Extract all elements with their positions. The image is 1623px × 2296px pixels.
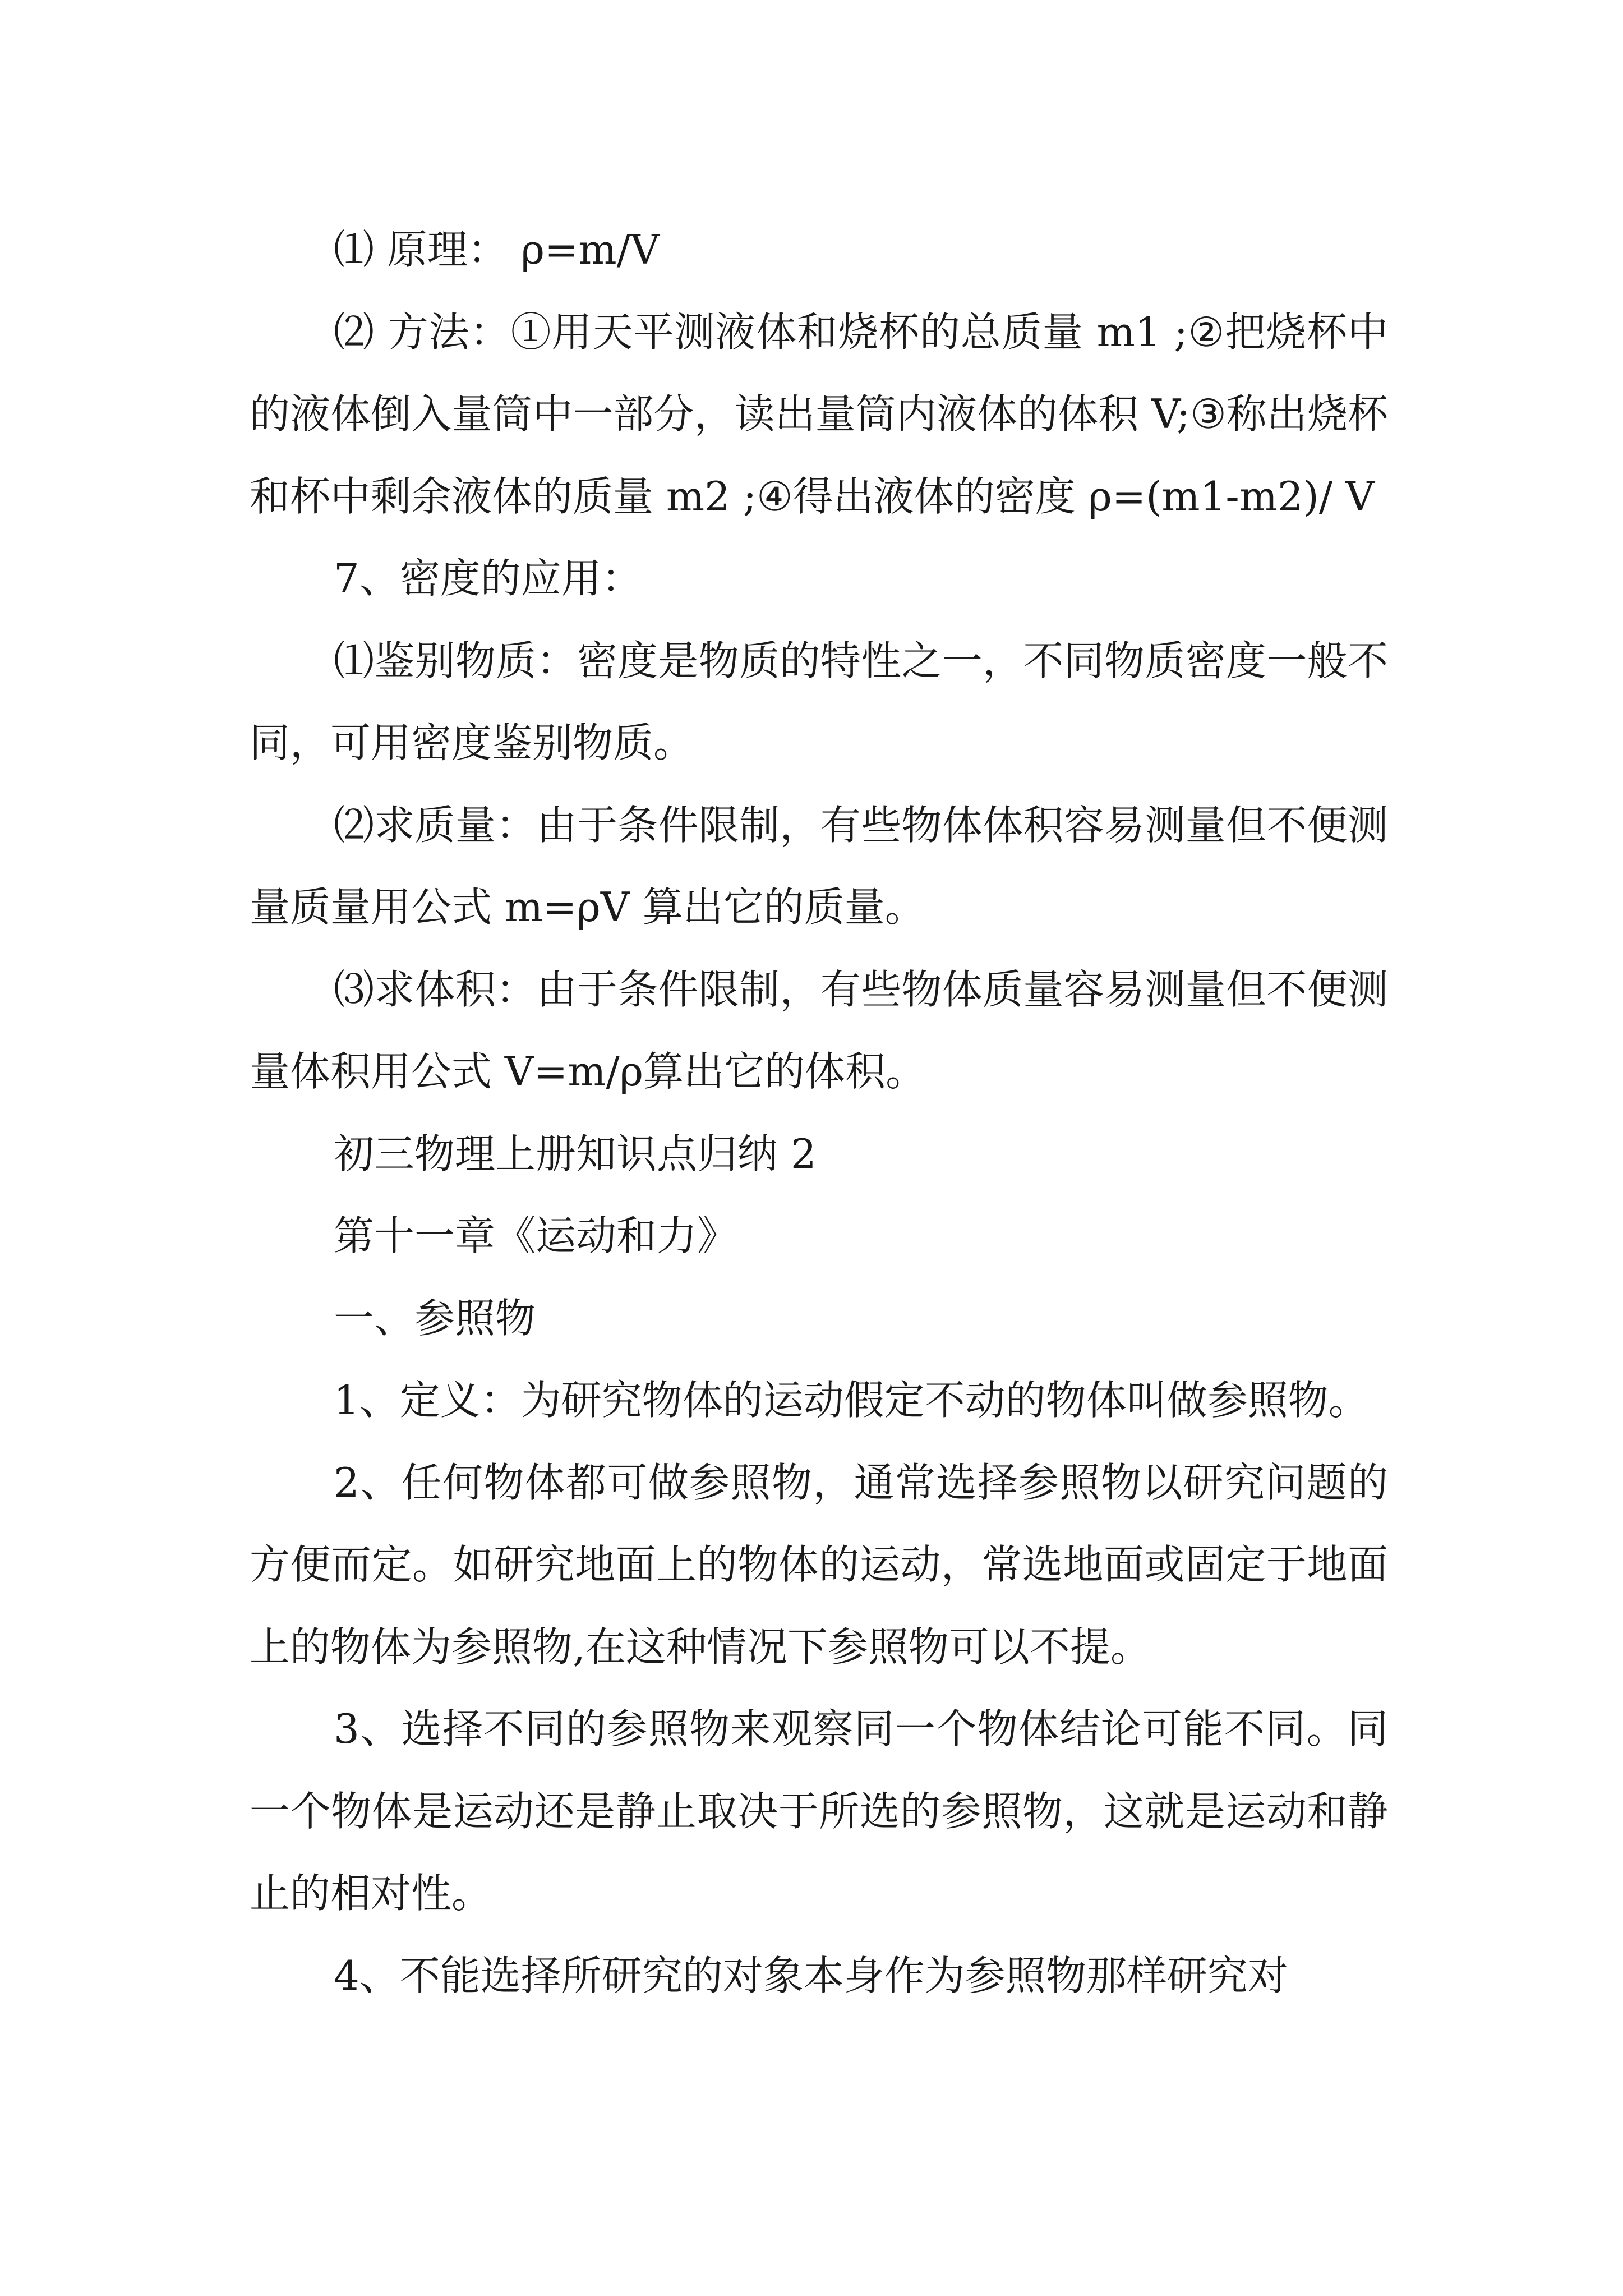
paragraph-principle: ⑴ 原理： ρ=m/V (334, 226, 660, 273)
paragraph-find-volume: ⑶求体积：由于条件限制，有些物体质量容易测量但不便测量体积用公式 V=m/ρ算出它的体积。 (250, 965, 1388, 1095)
paragraph-find-mass: ⑵求质量：由于条件限制，有些物体体积容易测量但不便测量质量用公式 m=ρV 算出它的质量。 (250, 801, 1388, 931)
document-body (250, 209, 1388, 2017)
paragraph-reference-heading: 一、参照物 (334, 1294, 536, 1342)
paragraph-definition: 1、定义：为研究物体的运动假定不动的物体叫做参照物。 (334, 1377, 1369, 1424)
paragraph-method: ⑵ 方法：①用天平测液体和烧杯的总质量 m1 ;②把烧杯中的液体倒入量筒中一部分，读出量筒内液体的体积 V;③称出烧杯和杯中剩余液体的质量 m2 ;④得出液体的密度 ρ=(m1-m2)/ V (250, 308, 1388, 520)
paragraph-section-title: 初三物理上册知识点归纳 2 (334, 1130, 817, 1177)
paragraph-any-object: 2、任何物体都可做参照物，通常选择参照物以研究问题的方便而定。如研究地面上的物体的运动，常选地面或固定于地面上的物体为参照物,在这种情况下参照物可以不提。 (250, 1458, 1388, 1671)
paragraph-chapter-title: 第十一章《运动和力》 (334, 1212, 738, 1259)
paragraph-relativity: 3、选择不同的参照物来观察同一个物体结论可能不同。同一个物体是运动还是静止取决于所选的参照物，这就是运动和静止的相对性。 (250, 1705, 1388, 1917)
paragraph-identify-substance: ⑴鉴别物质：密度是物质的特性之一，不同物质密度一般不同，可用密度鉴别物质。 (250, 637, 1388, 766)
paragraph-density-application-heading: 7、密度的应用： (334, 555, 642, 602)
paragraph-cannot-select-self: 4、不能选择所研究的对象本身作为参照物那样研究对 (334, 1952, 1288, 1999)
